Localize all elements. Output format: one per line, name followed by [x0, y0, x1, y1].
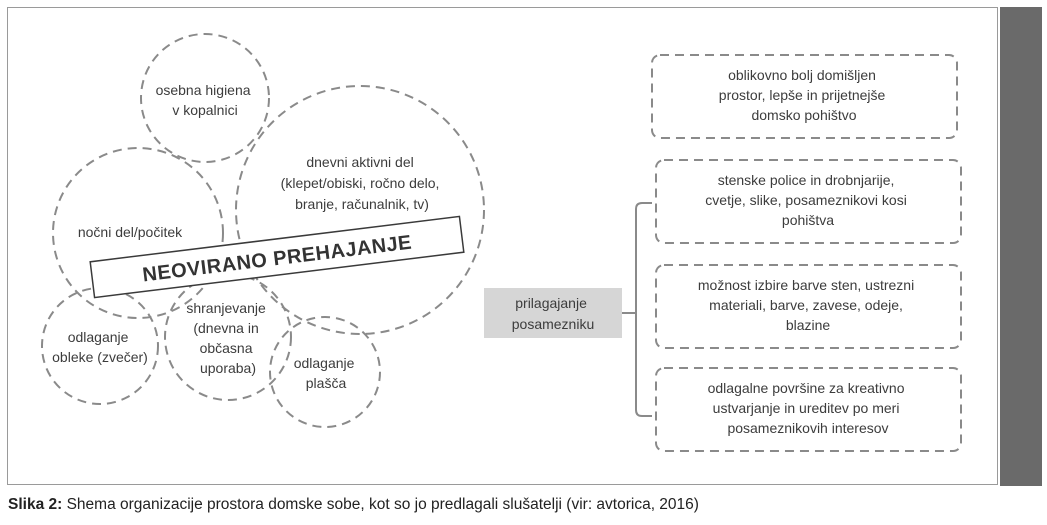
box-1-text: oblikovno bolj domišljen prostor, lepše in prijetnejše domsko pohištvo: [718, 67, 886, 123]
box-3-text: možnost izbire barve sten, ustrezni materiali, barve, zavese, odeje, blazine: [697, 277, 915, 333]
zone-circle-coat: [270, 317, 380, 427]
banner-text: NEOVIRANO PREHAJANJE: [141, 231, 414, 287]
zone-label-hygiene: osebna higiena v kopalnici: [155, 82, 251, 118]
zone-label-storage: shranjevanje (dnevna in občasna uporaba): [186, 300, 266, 376]
bracket: [622, 203, 652, 416]
zone-circle-storage: [165, 274, 291, 400]
box-2-text: stenske police in drobnjarije, cvetje, slike, posameznikovi kosi pohištva: [705, 172, 907, 228]
zone-circle-hygiene: [141, 34, 269, 162]
zone-label-clothes: odlaganje obleke (zvečer): [52, 329, 148, 365]
zone-label-coat: odlaganje plašča: [293, 355, 355, 391]
center-label: prilagajanje posamezniku: [511, 295, 595, 332]
figure-caption: [8, 496, 699, 514]
zone-label-day: dnevni aktivni del (klepet/obiski, ročno delo, branje, računalnik, tv): [280, 154, 440, 212]
zone-circle-clothes: [42, 288, 158, 404]
box-4-text: odlagalne površine za kreativno ustvarjanje in ureditev po meri posameznikovih interesov: [707, 380, 905, 436]
caption-text: Shema organizacije prostora domske sobe, kot so jo predlagali slušatelji (vir: avtorica, 2016): [62, 496, 699, 513]
caption-label: Slika 2:: [8, 496, 63, 513]
zone-label-night: nočni del/počitek: [77, 224, 183, 240]
